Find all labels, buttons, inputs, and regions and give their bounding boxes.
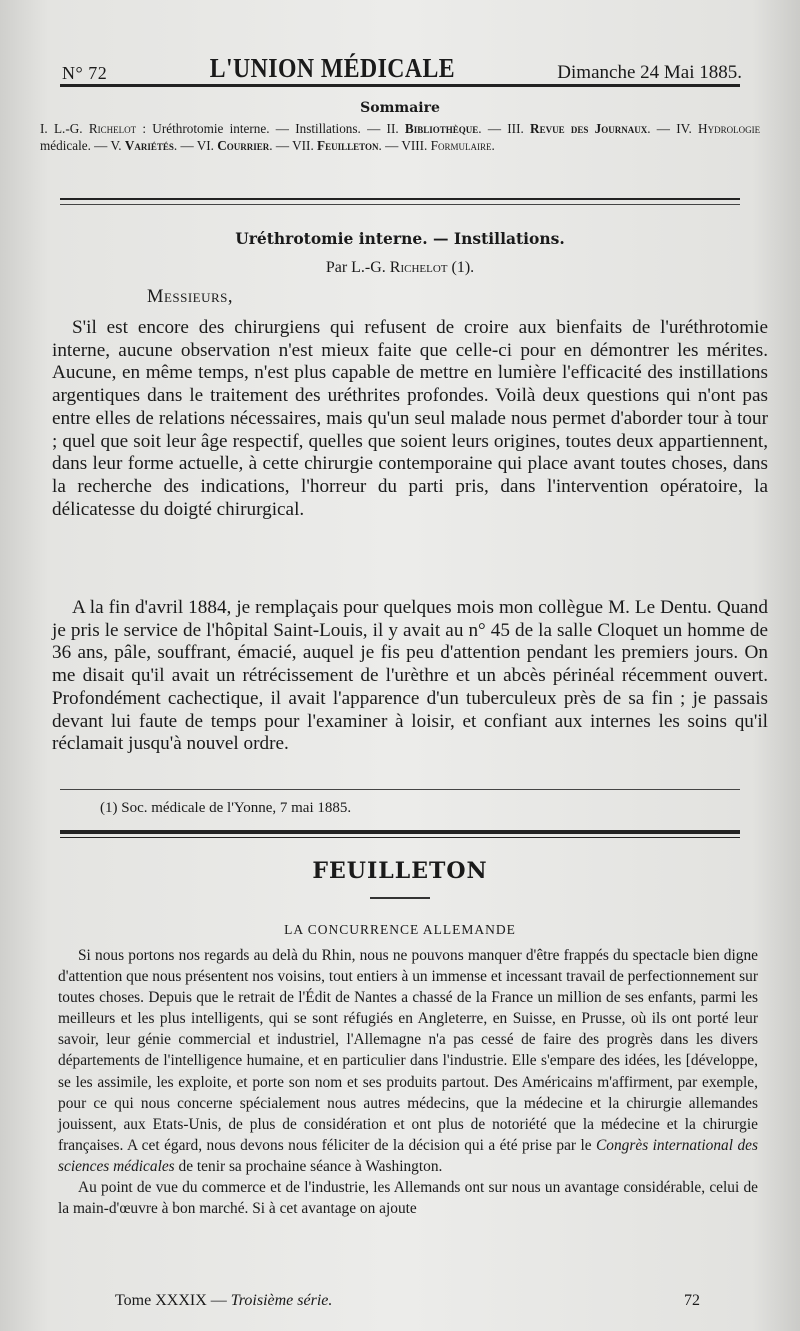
footnote-rule [60,789,740,790]
masthead [62,42,742,84]
toc-label: Courrier [217,138,270,153]
toc-sep: . — [269,138,293,153]
author-name: Richelot [389,259,448,276]
paragraph: S'il est encore des chirurgiens qui refusent de croire aux bienfaits de l'uréthrotomie interne, aucune observation n'est mieux faite que celle-ci pour en démontrer les mérites. Aucune, en même temps, n'est plus capable de mettre en lumière l'efficacité des instillations argentiques dans le traitement des uréthrites profondes. Voilà deux questions qui n'ont pas entre elles de relations nécessaires, mais qu'un seul malade nous permet d'aborder tour à tour ; quel que soit leur âge respectif, quelles que soient leurs origines, toutes deux appartiennent, dans leur forme actuelle, à cette chirurgie contemporaine qui place avant toutes choses, dans la recherche des indications, l'horreur du parti pris, dans l'intervention opératoire, la délicatesse du doigté chirurgical. [52,317,768,520]
toc-label: Bibliothèque [404,121,479,136]
toc-num: III. [507,121,524,136]
toc-num: I. [40,121,48,136]
sommaire-contents [40,120,760,154]
article-title: Uréthrotomie interne. — Instillations. [235,229,565,248]
issue-date: Dimanche 24 Mai 1885. [557,62,742,83]
sommaire-rule [60,198,740,200]
toc-sep: . — [647,121,677,136]
page-footer [115,1292,700,1310]
sommaire-rule-thin [60,204,740,205]
paragraph: A la fin d'avril 1884, je remplaçais pour quelques mois mon collègue M. Le Dentu. Quand je pris le service de l'hôpital Saint-Louis, il y avait au n° 45 de la salle Cloquet un homme de 36 ans, pâle, souffrant, émacié, auquel je fis peu d'attention pendant les premiers jours. On me disait qu'il avait un rétrécissement de l'urèthre et un abcès périnéal récemment ouvert. Profondément cachectique, il avait l'apparence d'un tuberculeux près de sa fin ; je passais devant lui faute de temps pour l'examiner à loisir, et confiant aux internes les soins qu'il réclamait jusqu'à nouvel ordre. [52,597,768,755]
header-rule [60,84,740,87]
feuilleton-paragraph-1 [58,945,758,1177]
toc-label: Revue des Journaux [530,121,648,136]
feuilleton-paragraph-2: Au point de vue du commerce et de l'industrie, les Allemands ont sur nous un avantage considérable, celui de la main-d'œuvre à bon marché. Si à cet avantage on ajoute [58,1179,758,1218]
toc-text: médicale. — [40,138,111,153]
toc-sep: . — [173,138,197,153]
tome: Tome XXXIX [115,1292,207,1309]
feuilleton-double-rule [60,830,740,834]
feuilleton-body [58,945,758,1219]
author-prefix: Par L.-G. [325,259,390,276]
feuilleton-title: FEUILLETON [312,858,488,884]
article-paragraph-2 [52,597,768,756]
text-run: Si nous portons nos regards au delà du Rhin, nous ne pouvons manquer d'être frappés du spectacle bien digne d'attention que nous présentent nos voisins, tout entiers à un immense et incessant travail de perfectionnement sur toutes choses. Depuis que le retrait de l'Édit de Nantes a chassé de la France un million de ses enfants, parmi les meilleurs et les plus intelligents, qui se sont réfugiés en Angleterre, en Suisse, en Prusse, où ils ont porté leur savoir, leur génie commercial et industriel, l'Allemagne n'a pas cessé de faire des progrès dans les divers départements de l'intelligence humaine, et en particulier dans l'industrie. Elle s'empare des idées, les [développe, se les assimile, les exploite, et porte son nom et ses produits partout. Des Américains m'affirment, par exemple, pour ce qui nous concerne spécialement nous autres médecins, que la médecine et la chirurgie allemandes jouissent, aux Etats-Unis, de plus de considération et ont plus de notoriété que la médecine et la chirurgie françaises. A cet égard, nous devons nous féliciter de la décision qui a été prise par le [58,947,758,1154]
toc-num: VII. [292,138,314,153]
toc-num: V. [110,138,122,153]
footnote: (1) Soc. médicale de l'Yonne, 7 mai 1885. [100,800,352,816]
sommaire-title: Sommaire [360,100,440,116]
toc-text: : Uréthrotomie interne. — Instillations. — [136,121,387,136]
salutation: Messieurs, [147,287,234,307]
toc-num: VIII. [401,138,428,153]
author-suffix: (1). [447,259,475,276]
toc-label: Formulaire [430,138,492,153]
toc-num: VI. [196,138,214,153]
feuilleton-underline [370,897,430,899]
toc-label: Hydrologie [698,121,761,136]
toc-author: L.-G. Richelot [53,121,137,136]
article-paragraph-1 [52,317,768,521]
toc-sep: . — [478,121,508,136]
toc-label: Feuilleton [317,138,379,153]
toc-label: Variétés [124,138,174,153]
page-number: 72 [684,1292,700,1309]
issue-number: N° 72 [62,63,108,83]
toc-num: IV. [676,121,692,136]
toc-end: . [491,138,495,153]
toc-num: II. [386,121,399,136]
toc-sep: . — [378,138,402,153]
feuilleton-rule-thin [60,837,740,838]
dash: — [206,1292,231,1309]
text-run: de tenir sa prochaine séance à Washington. [174,1157,443,1175]
text-run-italic: Congrès international des sciences médicales [58,1136,758,1175]
journal-title: L'UNION MÉDICALE [209,53,455,83]
volume-info [115,1292,332,1310]
feuilleton-subtitle: LA CONCURRENCE ALLEMANDE [284,922,516,937]
serie: Troisième série. [230,1292,333,1309]
article-author [0,259,800,277]
